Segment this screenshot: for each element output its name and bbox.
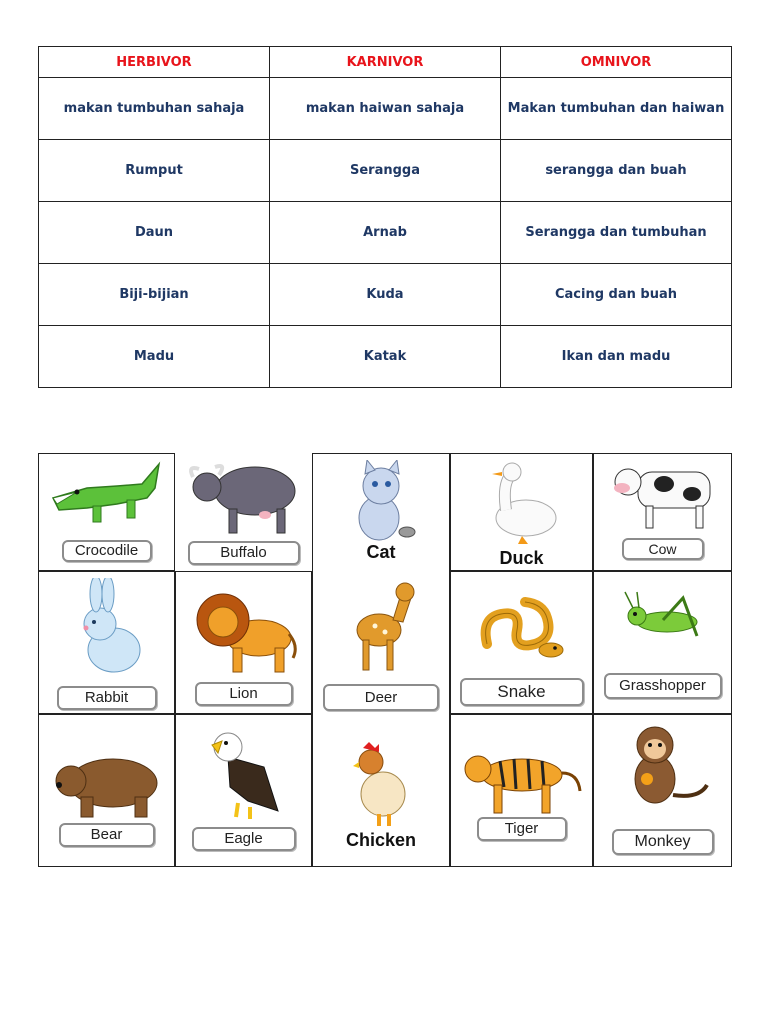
card-group-cat-deer-chicken xyxy=(312,453,450,867)
card-eagle xyxy=(175,714,312,867)
table-cell: Serangga xyxy=(270,140,501,202)
card-monkey xyxy=(593,714,732,867)
table-row xyxy=(39,140,732,202)
monkey-icon xyxy=(615,721,711,813)
card-duck xyxy=(450,453,593,571)
card-rabbit xyxy=(38,571,175,714)
card-label: Monkey xyxy=(612,829,714,855)
card-crocodile xyxy=(38,453,175,571)
card-label: Snake xyxy=(460,678,584,706)
header-omnivor: OMNIVOR xyxy=(501,47,732,78)
header-karnivor: KARNIVOR xyxy=(270,47,501,78)
grasshopper-icon xyxy=(623,590,703,646)
card-grasshopper xyxy=(593,571,732,714)
card-bear xyxy=(38,714,175,867)
table-header-row xyxy=(39,47,732,78)
table-cell: Kuda xyxy=(270,264,501,326)
card-snake xyxy=(450,571,593,714)
card-buffalo xyxy=(175,453,312,571)
cat-icon xyxy=(343,460,419,544)
card-tiger xyxy=(450,714,593,867)
card-label-cat: Cat xyxy=(366,542,396,562)
card-label: Tiger xyxy=(477,817,567,841)
card-cow xyxy=(593,453,732,571)
bear-icon xyxy=(51,749,163,821)
card-label: Crocodile xyxy=(62,540,152,562)
table-cell: Biji-bijian xyxy=(39,264,270,326)
card-lion xyxy=(175,571,312,714)
card-label-chicken: Chicken xyxy=(345,830,417,850)
table-cell: Cacing dan buah xyxy=(501,264,732,326)
table-row xyxy=(39,264,732,326)
table-cell: Arnab xyxy=(270,202,501,264)
lion-icon xyxy=(189,582,299,678)
rabbit-icon xyxy=(62,578,152,676)
table-row xyxy=(39,78,732,140)
table-row xyxy=(39,202,732,264)
card-label-deer: Deer xyxy=(323,684,439,711)
table-cell: makan haiwan sahaja xyxy=(270,78,501,140)
table-cell: makan tumbuhan sahaja xyxy=(39,78,270,140)
cow-icon xyxy=(608,458,718,530)
snake-icon xyxy=(477,588,567,664)
card-label: Bear xyxy=(59,823,155,847)
table-cell: Serangga dan tumbuhan xyxy=(501,202,732,264)
duck-icon xyxy=(482,460,562,544)
deer-icon xyxy=(341,574,421,674)
table-cell: Madu xyxy=(39,326,270,388)
card-label: Rabbit xyxy=(57,686,157,710)
table-row xyxy=(39,326,732,388)
table-cell: Rumput xyxy=(39,140,270,202)
buffalo-icon xyxy=(185,457,303,537)
table-cell: serangga dan buah xyxy=(501,140,732,202)
card-label-duck: Duck xyxy=(499,548,544,568)
header-herbivor: HERBIVOR xyxy=(39,47,270,78)
table-cell: Daun xyxy=(39,202,270,264)
table-cell: Makan tumbuhan dan haiwan xyxy=(501,78,732,140)
crocodile-icon xyxy=(47,458,167,530)
chicken-icon xyxy=(349,742,413,828)
card-label: Cow xyxy=(622,538,704,560)
card-label: Grasshopper xyxy=(604,673,722,699)
classification-table xyxy=(38,46,732,388)
table-cell: Ikan dan madu xyxy=(501,326,732,388)
table-cell: Katak xyxy=(270,326,501,388)
card-label: Eagle xyxy=(192,827,296,851)
tiger-icon xyxy=(460,745,584,817)
card-label: Lion xyxy=(195,682,293,706)
card-label: Buffalo xyxy=(188,541,300,565)
eagle-icon xyxy=(204,727,284,823)
